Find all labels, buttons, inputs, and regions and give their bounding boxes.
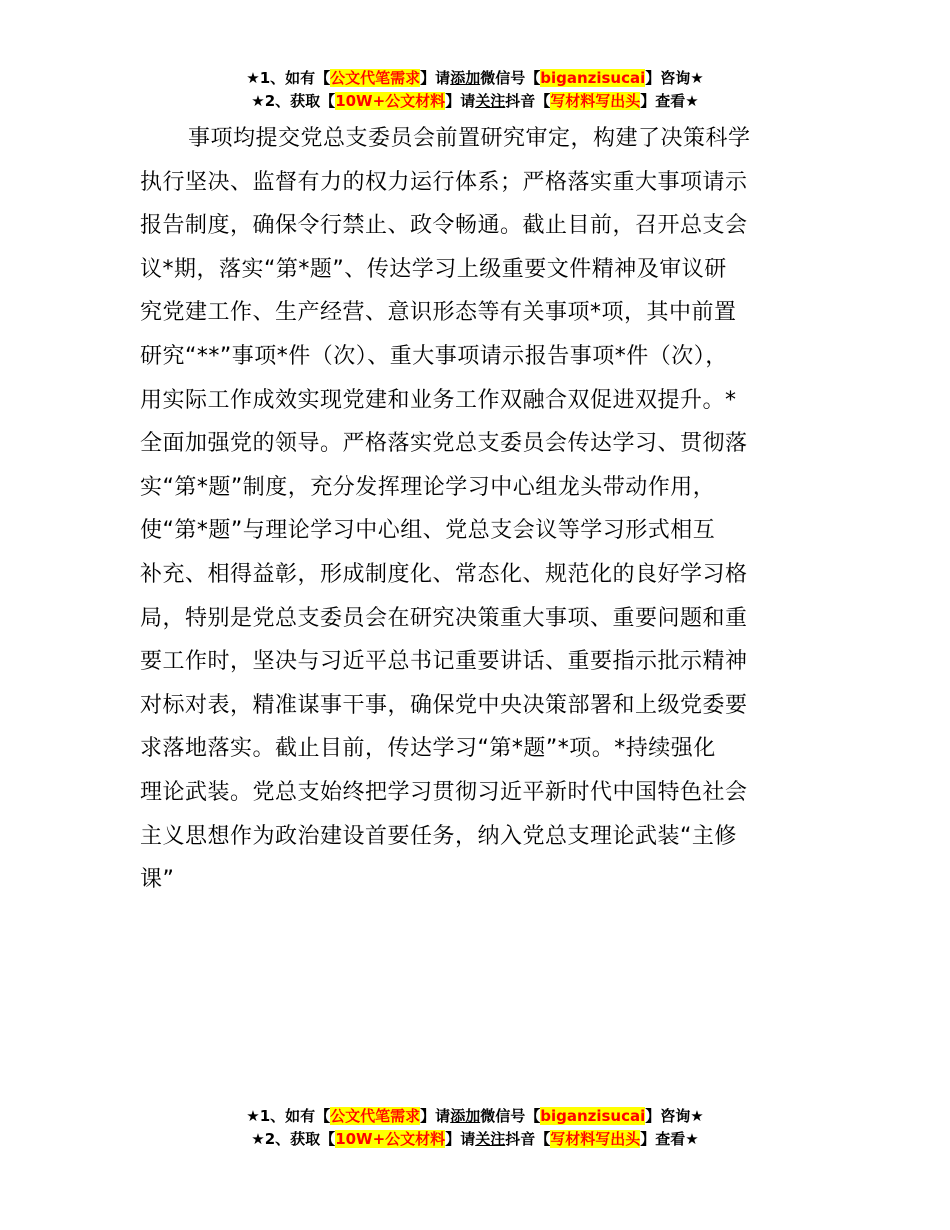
douyin-account-highlight: 写材料写出头 xyxy=(550,92,641,110)
service-highlight: 公文代笔需求 xyxy=(330,69,421,87)
body-line: 主义思想作为政治建设首要任务，纳入党总支理论武装“主修 xyxy=(140,823,737,849)
header-line-2-mid2: 抖音【 xyxy=(505,92,551,110)
body-line: 局，特别是党总支委员会在研究决策重大事项、重要问题和重 xyxy=(140,605,748,631)
body-line: 全面加强党的领导。严格落实党总支委员会传达学习、贯彻落 xyxy=(140,431,748,457)
body-line: 实“第*题”制度，充分发挥理论学习中心组龙头带动作用， xyxy=(140,474,716,500)
footer-line-1-mid: 】请 xyxy=(420,1107,451,1125)
body-line: 事项均提交党总支委员会前置研究审定，构建了决策科学 xyxy=(188,126,751,151)
footer-line-2-suffix: 】查看★ xyxy=(640,1130,699,1148)
body-line: 求落地落实。截止目前，传达学习“第*题”*项。*持续强化 xyxy=(140,736,716,762)
footer-banner xyxy=(0,1105,950,1151)
douyin-account-highlight: 写材料写出头 xyxy=(550,1130,641,1148)
body-line: 用实际工作成效实现党建和业务工作双融合双促进双提升。* xyxy=(140,387,737,413)
document-body xyxy=(140,117,820,902)
footer-line-1-suffix: 】咨询★ xyxy=(645,1107,704,1125)
body-line: 研究“**”事项*件（次）、重大事项请示报告事项*件（次）， xyxy=(140,343,728,369)
add-emphasis: 添加 xyxy=(450,69,481,87)
footer-line-1-prefix: ★1、如有【 xyxy=(246,1107,331,1125)
header-line-1-prefix: ★1、如有【 xyxy=(246,69,331,87)
body-line: 执行坚决、监督有力的权力运行体系；严格落实重大事项请示 xyxy=(140,169,748,195)
add-emphasis: 添加 xyxy=(450,1107,481,1125)
footer-line-2 xyxy=(0,1128,950,1151)
header-line-2-suffix: 】查看★ xyxy=(640,92,699,110)
wechat-id-highlight: biganzisucai xyxy=(540,69,646,87)
footer-line-2-prefix: ★2、获取【 xyxy=(251,1130,336,1148)
body-line: 课” xyxy=(140,867,175,893)
service-highlight: 公文代笔需求 xyxy=(330,1107,421,1125)
body-line: 究党建工作、生产经营、意识形态等有关事项*项，其中前置 xyxy=(140,300,737,326)
body-line: 对标对表，精准谋事干事，确保党中央决策部署和上级党委要 xyxy=(140,692,748,718)
header-line-2 xyxy=(0,90,950,113)
materials-highlight: 10W+公文材料 xyxy=(335,1130,446,1148)
materials-highlight: 10W+公文材料 xyxy=(335,92,446,110)
footer-line-2-mid: 】请 xyxy=(445,1130,476,1148)
wechat-id-highlight: biganzisucai xyxy=(540,1107,646,1125)
header-line-2-mid: 】请 xyxy=(445,92,476,110)
footer-line-1-mid2: 微信号【 xyxy=(480,1107,541,1125)
header-banner xyxy=(0,67,950,113)
header-line-2-prefix: ★2、获取【 xyxy=(251,92,336,110)
header-line-1-mid2: 微信号【 xyxy=(480,69,541,87)
body-line: 补充、相得益彰，形成制度化、常态化、规范化的良好学习格 xyxy=(140,561,748,587)
header-line-1 xyxy=(0,67,950,90)
follow-emphasis: 关注 xyxy=(475,92,506,110)
header-line-1-mid: 】请 xyxy=(420,69,451,87)
body-line: 要工作时，坚决与习近平总书记重要讲话、重要指示批示精神 xyxy=(140,649,748,675)
footer-line-2-mid2: 抖音【 xyxy=(505,1130,551,1148)
follow-emphasis: 关注 xyxy=(475,1130,506,1148)
body-line: 使“第*题”与理论学习中心组、党总支会议等学习形式相互 xyxy=(140,518,716,544)
body-line: 报告制度，确保令行禁止、政令畅通。截止目前，召开总支会 xyxy=(140,213,748,239)
body-line: 议*期，落实“第*题”、传达学习上级重要文件精神及审议研 xyxy=(140,256,727,282)
body-line: 理论武装。党总支始终把学习贯彻习近平新时代中国特色社会 xyxy=(140,779,748,805)
header-line-1-suffix: 】咨询★ xyxy=(645,69,704,87)
footer-line-1 xyxy=(0,1105,950,1128)
